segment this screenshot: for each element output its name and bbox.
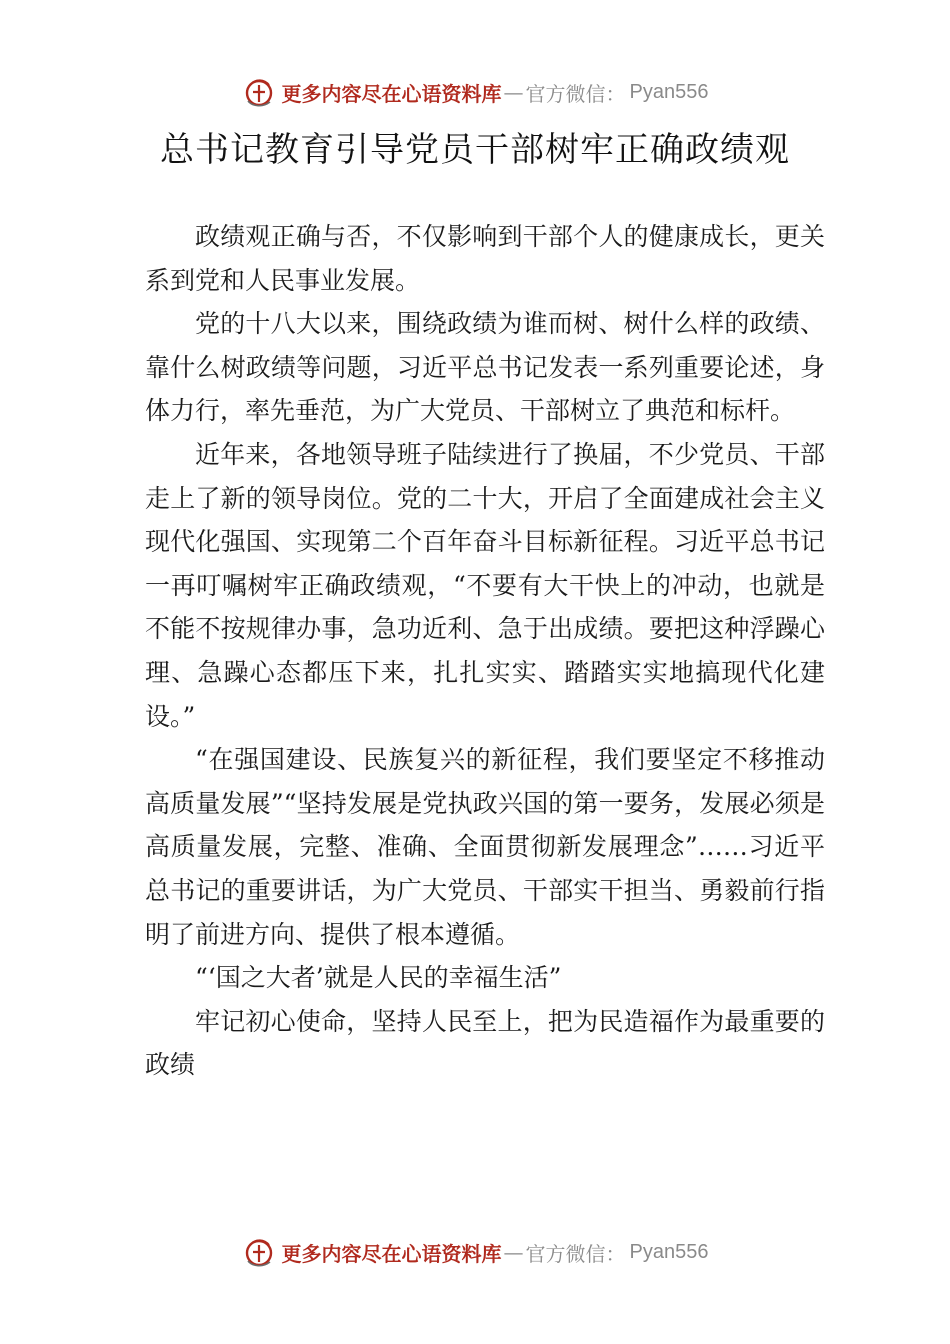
brand-logo-icon: [242, 75, 276, 109]
header-banner: [0, 72, 950, 112]
header-slogan: 更多内容尽在心语资料库: [281, 81, 502, 106]
paragraph: 牢记初心使命，坚持人民至上，把为民造福作为最重要的政绩: [145, 1006, 825, 1080]
paragraph: 政绩观正确与否，不仅影响到干部个人的健康成长，更关系到党和人民事业发展。: [145, 222, 825, 295]
footer-slogan: 更多内容尽在心语资料库: [281, 1241, 502, 1266]
header-wechat-id: Pyan556: [629, 80, 709, 103]
paragraph: 近年来，各地领导班子陆续进行了换届，不少党员、干部走上了新的领导岗位。党的二十大，开启了全面建成社会主义现代化强国、实现第二个百年奋斗目标新征程。习近平总书记一再叮嘱树牢正确政绩观，“不要有大干快上的冲动，也就是不能不按规律办事，急功近利、急于出成绩。要把这种浮躁心理、急躁心态都压下来，扎扎实实、踏踏实实地搞现代化建设。”: [145, 439, 825, 731]
header-dash: —: [503, 80, 524, 104]
brand-logo-icon: [242, 1235, 276, 1269]
paragraph: “在强国建设、民族复兴的新征程，我们要坚定不移推动高质量发展”“坚持发展是党执政兴国的第一要务，发展必须是高质量发展，完整、准确、全面贯彻新发展理念”……习近平总书记的重要讲话，为广大党员、干部实干担当、勇毅前行指明了前进方向、提供了根本遵循。: [145, 745, 825, 949]
footer-banner: [0, 1232, 950, 1272]
paragraph: “‘国之大者’就是人民的幸福生活”: [195, 963, 562, 993]
document-body: [145, 215, 825, 1087]
footer-dash: —: [503, 1240, 524, 1264]
footer-wechat-id: Pyan556: [629, 1240, 709, 1263]
footer-wechat-label: 官方微信：: [525, 1241, 626, 1266]
document-title: 总书记教育引导党员干部树牢正确政绩观: [160, 130, 790, 170]
paragraph: 党的十八大以来，围绕政绩为谁而树、树什么样的政绩、靠什么树政绩等问题，习近平总书记发表一系列重要论述，身体力行，率先垂范，为广大党员、干部树立了典范和标杆。: [145, 309, 825, 426]
header-wechat-label: 官方微信：: [525, 81, 626, 106]
